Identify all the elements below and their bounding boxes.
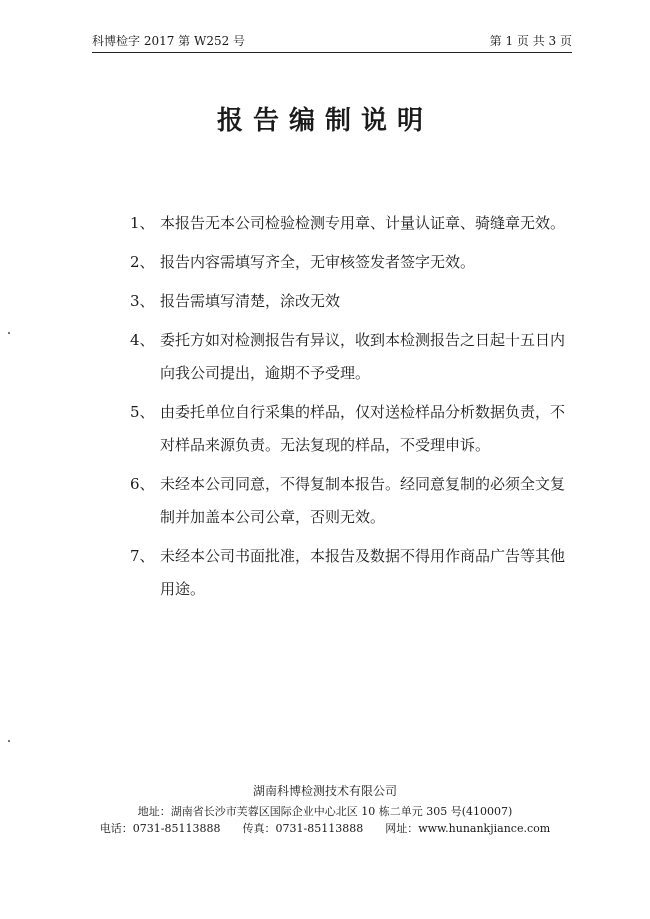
page-header (92, 32, 572, 49)
list-item (130, 246, 580, 279)
item-text: 未经本公司同意，不得复制本报告。经同意复制的必须全文复制并加盖本公司公章，否则无效。 (160, 475, 566, 526)
item-number: 3、 (130, 292, 155, 310)
list-item (130, 285, 580, 318)
company-name: 湖南科博检测技术有限公司 (252, 784, 397, 798)
scan-speck (8, 740, 10, 742)
item-number: 4、 (130, 331, 155, 349)
header-divider (92, 52, 572, 53)
notes-list (130, 207, 580, 612)
list-item (130, 468, 580, 534)
page-footer (0, 783, 650, 837)
item-number: 2、 (130, 253, 155, 271)
page-number: 第 1 页 共 3 页 (489, 34, 572, 48)
item-text: 由委托单位自行采集的样品，仅对送检样品分析数据负责，不对样品来源负责。无法复现的样品，不受理申诉。 (160, 403, 566, 454)
list-item (130, 207, 580, 240)
item-text: 委托方如对检测报告有异议，收到本检测报告之日起十五日内向我公司提出，逾期不予受理。 (160, 331, 566, 382)
item-number: 5、 (130, 403, 155, 421)
item-text: 未经本公司书面批准，本报告及数据不得用作商品广告等其他用途。 (160, 547, 566, 598)
item-text: 报告内容需填写齐全，无审核签发者签字无效。 (160, 253, 476, 271)
scan-speck (8, 332, 10, 334)
item-text: 报告需填写清楚，涂改无效 (160, 292, 341, 310)
item-text: 本报告无本公司检验检测专用章、计量认证章、骑缝章无效。 (160, 214, 566, 232)
list-item (130, 324, 580, 390)
item-number: 6、 (130, 475, 155, 493)
item-number: 1、 (130, 214, 155, 232)
list-item (130, 540, 580, 606)
company-address: 地址：湖南省长沙市芙蓉区国际企业中心北区 10 栋二单元 305 号(410007) (137, 805, 513, 818)
report-number: 科博检字 2017 第 W252 号 (92, 34, 246, 48)
page-title: 报告编制说明 (216, 106, 433, 136)
company-contact: 电话：0731-85113888 传真：0731-85113888 网址：www.hunankjiance.com (99, 822, 551, 835)
item-number: 7、 (130, 547, 155, 565)
list-item (130, 396, 580, 462)
